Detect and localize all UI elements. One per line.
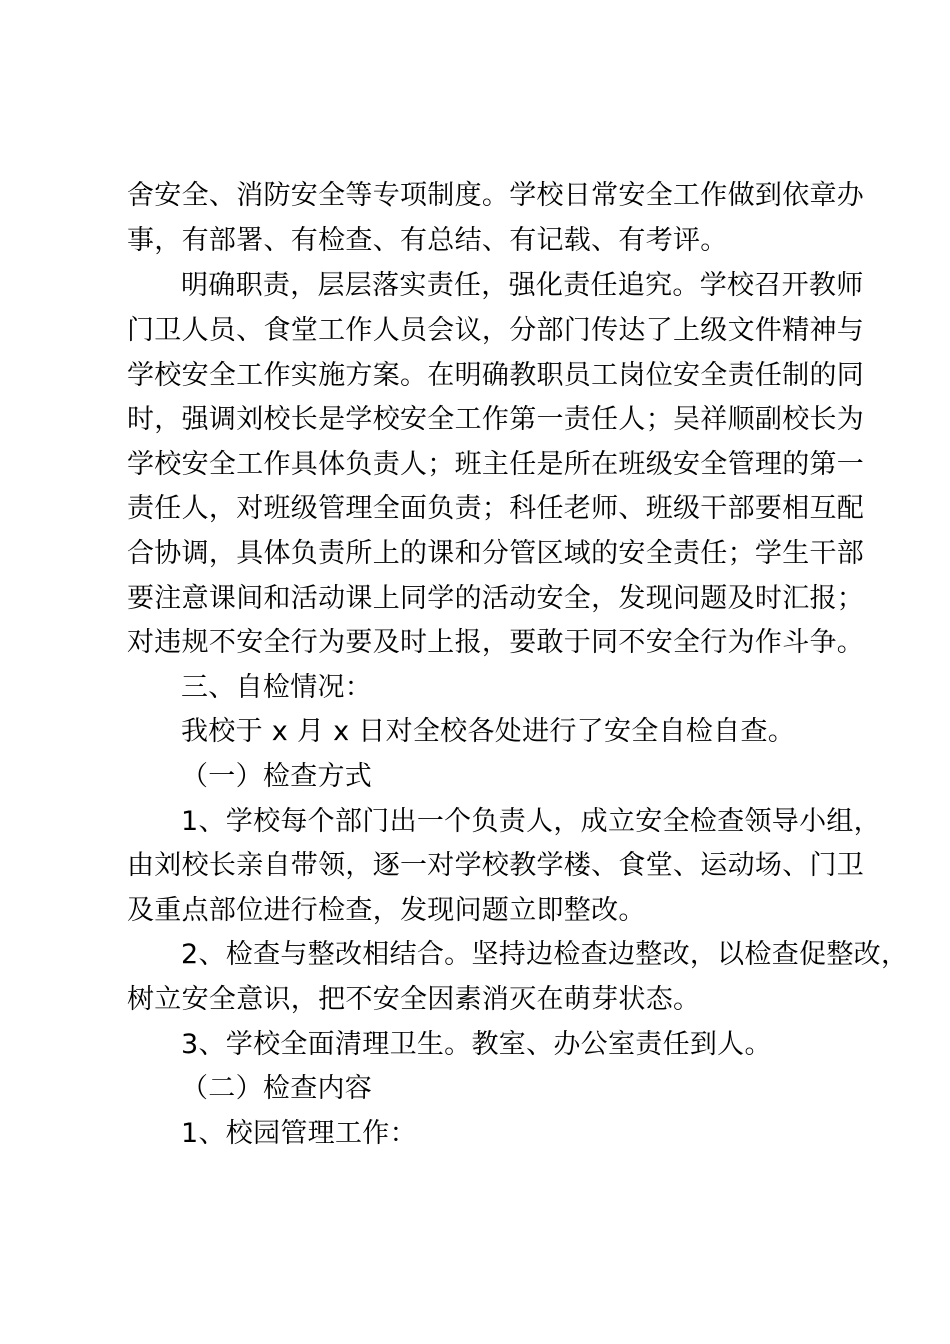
text-line: 时，强调刘校长是学校安全工作第一责任人；吴祥顺副校长为 [127, 404, 865, 435]
text-line: 事，有部署、有检查、有总结、有记载、有考评。 [127, 225, 728, 256]
text-line: 对违规不安全行为要及时上报，要敢于同不安全行为作斗争。 [127, 627, 865, 658]
paragraph-start-line: 明确职责，层层落实责任，强化责任追究。学校召开教师 [181, 270, 864, 301]
text-line: 树立安全意识，把不安全因素消灭在萌芽状态。 [127, 984, 701, 1015]
text-line: 学校安全工作实施方案。在明确教职员工岗位安全责任制的同 [127, 360, 865, 391]
paragraph-start-line: 我校于 x 月 x 日对全校各处进行了安全自检自查。 [181, 716, 796, 747]
text-line: 合协调，具体负责所上的课和分管区域的安全责任；学生干部 [127, 538, 865, 569]
text-line: 学校安全工作具体负责人；班主任是所在班级安全管理的第一 [127, 449, 865, 480]
list-item-line: 3、学校全面清理卫生。教室、办公室责任到人。 [181, 1029, 772, 1060]
list-item-line: 1、校园管理工作： [181, 1118, 417, 1149]
text-line: 责任人，对班级管理全面负责；科任老师、班级干部要相互配 [127, 493, 865, 524]
text-line: 舍安全、消防安全等专项制度。学校日常安全工作做到依章办 [127, 180, 865, 211]
section-heading: 三、自检情况： [181, 672, 373, 703]
text-line: 及重点部位进行检查，发现问题立即整改。 [127, 895, 646, 926]
subsection-heading: （一）检查方式 [181, 761, 373, 792]
list-item-line: 2、检查与整改相结合。坚持边检查边整改，以检查促整改， [181, 939, 909, 970]
text-line: 由刘校长亲自带领，逐一对学校教学楼、食堂、运动场、门卫 [127, 850, 865, 881]
subsection-heading: （二）检查内容 [181, 1073, 373, 1104]
text-line: 门卫人员、食堂工作人员会议，分部门传达了上级文件精神与 [127, 315, 865, 346]
list-item-line: 1、学校每个部门出一个负责人，成立安全检查领导小组， [181, 806, 881, 837]
text-line: 要注意课间和活动课上同学的活动安全，发现问题及时汇报； [127, 583, 865, 614]
